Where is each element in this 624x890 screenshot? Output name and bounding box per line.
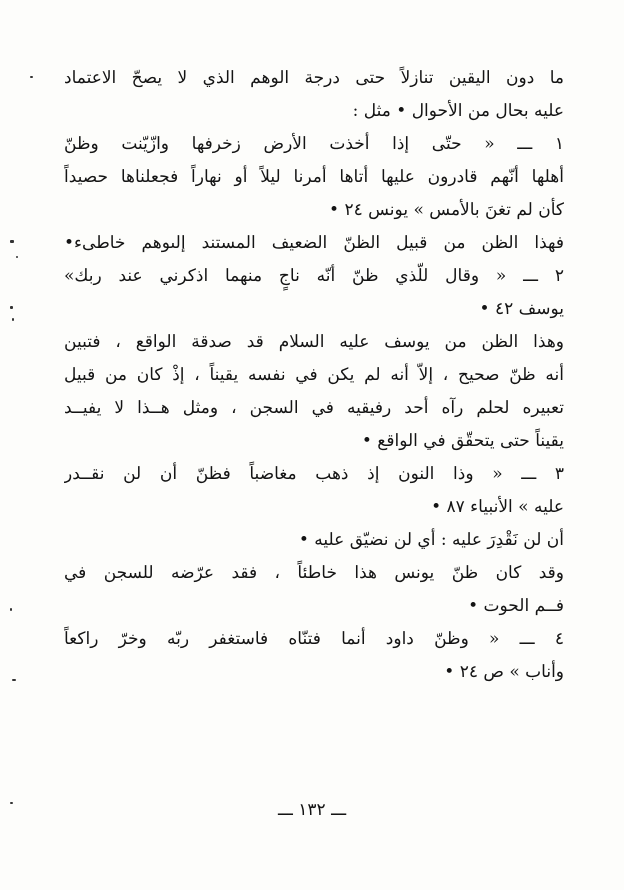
text-line: أهلها أنّهم قادرون عليها أتاها أمرنا ليلاً أو نهاراً فجعلناها حصيداً [64, 167, 564, 187]
text-line: ٣ ـــ « وذا النون إذ ذهب مغاضباً فظنّ أن لن نقــدر [64, 464, 564, 484]
text-line: أنه ظنّ صحيح ، إلاّ أنه لم يكن في نفسه يقيناً ، إذْ كان من قبيل [64, 365, 564, 385]
scan-speck [30, 76, 33, 78]
scan-speck [12, 318, 14, 321]
text-line: أن لن نَقْدِرَ عليه : أي لن نضيّق عليه • [298, 530, 564, 550]
scan-speck [16, 256, 18, 258]
text-line: فــم الحوت • [468, 596, 564, 616]
text-line: تعبيره لحلم رآه أحد رفيقيه في السجن ، ومثل هــذا لا يفيــد [64, 398, 564, 418]
scan-speck [12, 679, 16, 681]
text-line: كأن لم تغنَ بالأمس » يونس ٢٤ • [329, 200, 564, 220]
scan-speck [10, 802, 13, 804]
text-line: يقيناً حتى يتحقّق في الواقع • [361, 431, 564, 451]
text-line: ما دون اليقين تنازلاً حتى درجة الوهم الذي لا يصحّ الاعتماد [64, 68, 564, 88]
page-number: ـــ ١٣٢ ـــ [277, 800, 347, 820]
scan-speck [10, 240, 14, 243]
text-line: ٢ ـــ « وقال للّذي ظنّ أنّه ناجٍ منهما اذكرني عند ربك» [64, 266, 564, 286]
text-line: ١ ـــ « حتّى إذا أخذت الأرض زخرفها وازّيّنت وظنّ [64, 134, 564, 154]
body-text [64, 62, 564, 689]
text-line: وقد كان ظنّ يونس هذا خاطئاً ، فقد عرّضه للسجن في [64, 563, 564, 583]
scan-speck [10, 608, 12, 611]
text-line: فهذا الظن من قبيل الظنّ الضعيف المستند إلىوهم خاطىء• [64, 233, 564, 253]
text-line: يوسف ٤٢ • [479, 299, 564, 319]
text-line: وهذا الظن من يوسف عليه السلام قد صدقة الواقع ، فتبين [64, 332, 564, 352]
text-line: عليه » الأنبياء ٨٧ • [431, 497, 564, 517]
text-line: وأناب » ص ٢٤ • [444, 662, 564, 682]
scan-speck [10, 306, 13, 309]
text-line: عليه بحال من الأحوال • مثل : [352, 101, 564, 121]
text-line: ٤ ـــ « وظنّ داود أنما فتنّاه فاستغفر ربّه وخرّ راكعاً [64, 629, 564, 649]
